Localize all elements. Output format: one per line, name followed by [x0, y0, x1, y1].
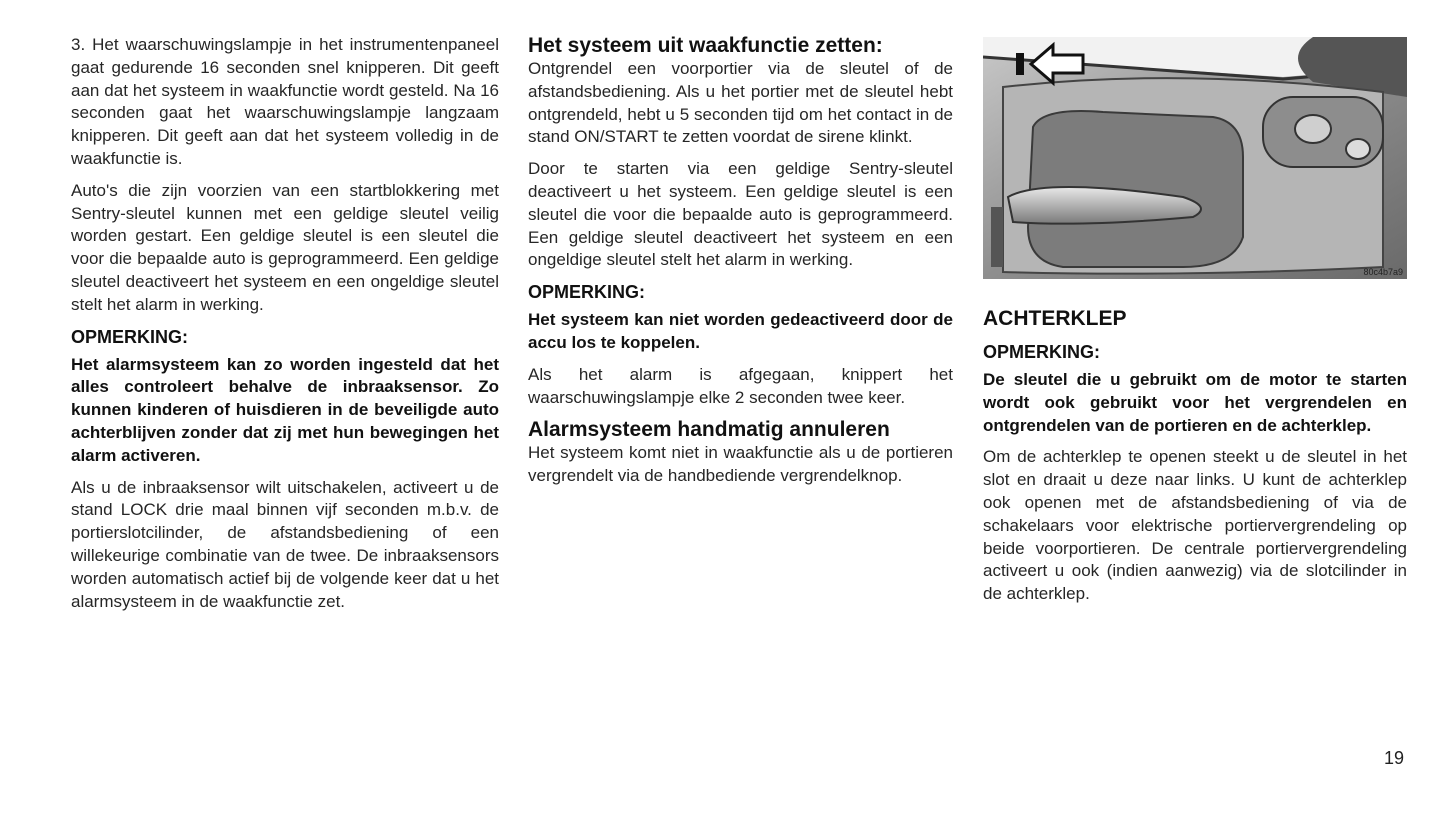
- note-text: Het alarmsysteem kan zo worden ingesteld dat het alles controleert behalve de inbraaksensor. Zo kunnen kinderen of huisdieren in de beveiligde auto achterblijven zonder dat zij met hun bewegingen het alarm activeren.: [71, 354, 499, 465]
- section-heading-manual-cancel: Alarmsysteem handmatig annuleren: [528, 418, 890, 442]
- door-panel-image: [983, 37, 1407, 279]
- paragraph-intrusion-sensor: Als u de inbraaksensor wilt uitschakelen, activeert u de stand LOCK drie maal binnen vijf seconden m.b.v. de portierslotcilinder, de afstandsbediening of een willekeurige combinatie van de twee. De inbraaksensors worden automatisch actief bij de volgende keer dat u het alarmsysteem in de waakfunctie zet.: [71, 477, 499, 611]
- paragraph-open-tailgate: Om de achterklep te openen steekt u de sleutel in het slot en draait u deze naar links. U kunt de achterklep ook openen met de afstandsbediening of via de schakelaars voor elektrische portiervergrendeling op beide voorportieren. De centrale portiervergrendeling activeert u ook (indien aanwezig) via de slotcilinder in de achterklep.: [983, 447, 1407, 604]
- note-text: De sleutel die u gebruikt om de motor te starten wordt ook gebruikt voor het vergrendelen en ontgrendelen van de portieren en de achterklep.: [983, 370, 1407, 435]
- paragraph-alarm-triggered: Als het alarm is afgegaan, knippert het waarschuwingslampje elke 2 seconden twee keer.: [528, 364, 953, 407]
- figure-code: 80c4b7a9: [1363, 267, 1403, 277]
- column-right: [983, 37, 1407, 615]
- note-heading: OPMERKING:: [983, 342, 1100, 362]
- paragraph-warning-lamp: 3. Het waarschuwingslampje in het instrumentenpaneel gaat gedurende 16 seconden snel knipperen. Dit geeft aan dat het systeem in waakfunctie wordt gesteld. Na 16 seconden gaat het waarschuwingslampje langzaam knipperen. Dit geeft aan dat het systeem volledig in de waakfunctie is.: [71, 35, 499, 168]
- column-middle: [528, 34, 953, 497]
- paragraph-manual-lock: Het systeem komt niet in waakfunctie als u de portieren vergrendelt via de handbediende vergrendelknop.: [528, 443, 953, 486]
- note-heading: OPMERKING:: [71, 326, 188, 347]
- note-text: Het systeem kan niet worden gedeactiveerd door de accu los te koppelen.: [528, 310, 953, 352]
- column-left: [71, 34, 499, 622]
- door-illustration: [983, 37, 1407, 279]
- paragraph-sentry-key: Auto's die zijn voorzien van een startblokkering met Sentry-sleutel kunnen met een geldige sleutel veilig worden gestart. Een geldige sleutel is een sleutel die voor die bepaalde auto is geprogrammeerd. Een geldige sleutel deactiveert het systeem en een ongeldige sleutel stelt het alarm in werking.: [71, 180, 499, 314]
- page-number: 19: [1384, 748, 1405, 768]
- section-title-tailgate: ACHTERKLEP: [983, 307, 1127, 330]
- note-heading: OPMERKING:: [528, 282, 645, 303]
- paragraph-unlock: Ontgrendel een voorportier via de sleutel of de afstandsbediening. Als u het portier met de sleutel hebt ontgrendeld, hebt u 5 seconden tijd om het contact in de stand ON/START te zetten voordat de sirene klinkt.: [528, 59, 953, 147]
- section-heading-disarm: Het systeem uit waakfunctie zetten:: [528, 34, 883, 57]
- paragraph-valid-key: Door te starten via een geldige Sentry-sleutel deactiveert u het systeem. Een geldige sleutel is een sleutel die voor die bepaalde auto is geprogrammeerd. Een geldige sleutel deactiveert het systeem en een ongeldige sleutel stelt het alarm in werking.: [528, 159, 953, 270]
